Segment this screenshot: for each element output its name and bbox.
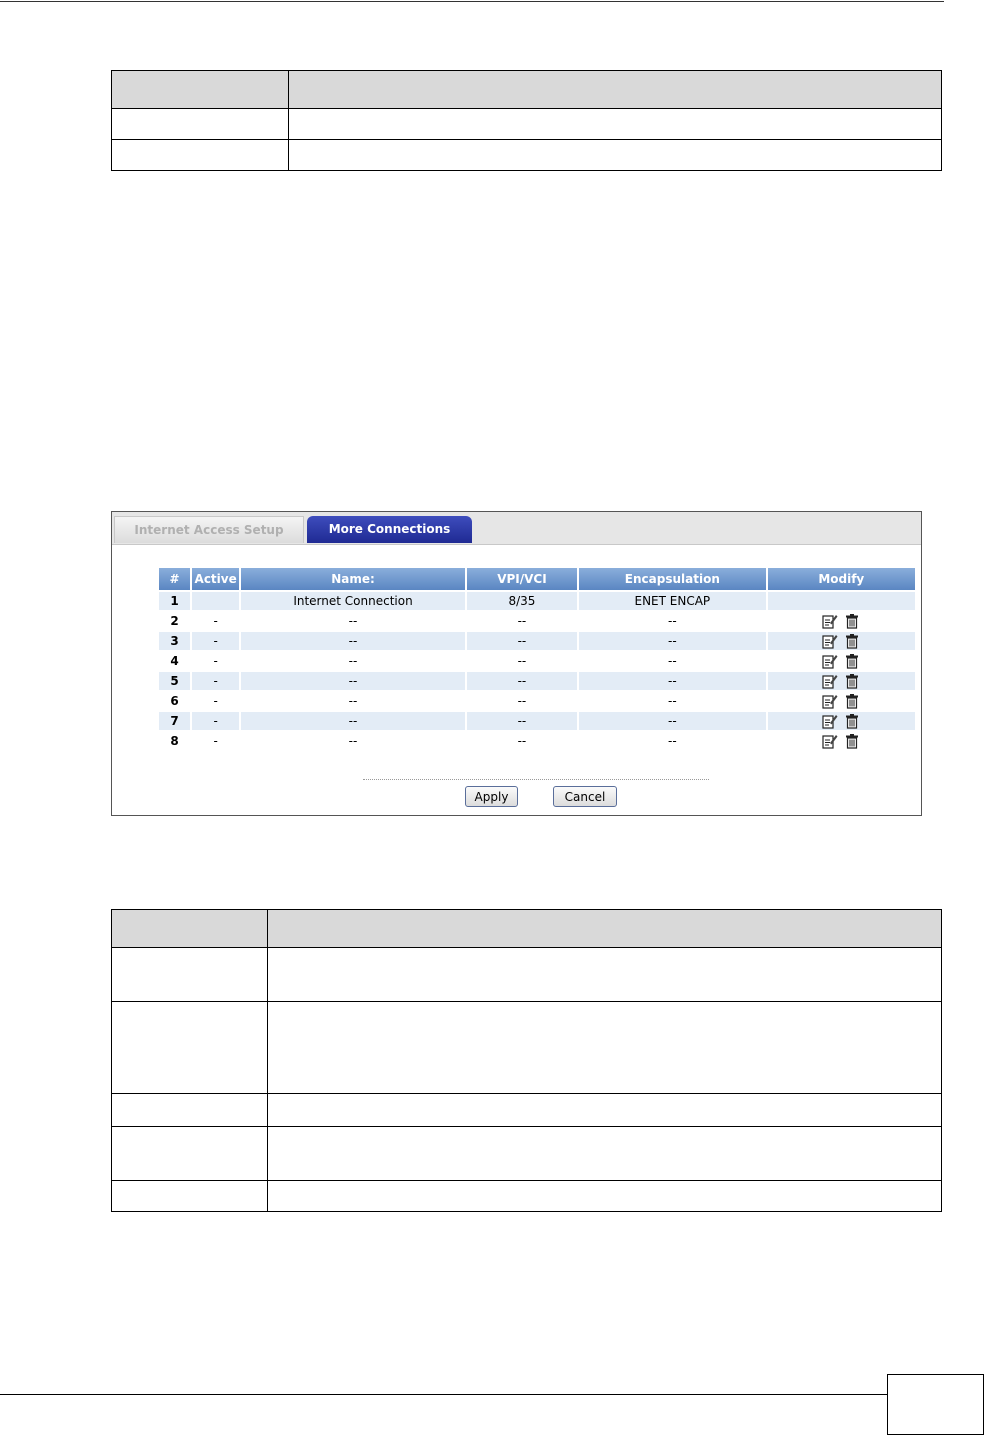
row-active: - <box>192 652 239 670</box>
dotted-separator <box>363 779 709 780</box>
header-rule <box>0 1 944 2</box>
table-cell <box>112 109 289 140</box>
row-name: -- <box>241 712 465 730</box>
table-header-cell <box>268 910 942 948</box>
column-header-name: Name: <box>241 568 465 590</box>
table-cell <box>268 1002 942 1094</box>
row-modify <box>768 732 915 750</box>
apply-button[interactable]: Apply <box>465 786 518 807</box>
row-vpi-vci: -- <box>467 612 577 630</box>
connection-row <box>159 672 915 690</box>
table-cell <box>268 1127 942 1181</box>
edit-icon[interactable] <box>822 713 838 729</box>
row-active: - <box>192 612 239 630</box>
row-modify <box>768 652 915 670</box>
row-modify <box>768 592 915 610</box>
connection-row <box>159 612 915 630</box>
row-modify <box>768 692 915 710</box>
row-active: - <box>192 732 239 750</box>
connection-row <box>159 712 915 730</box>
connection-row <box>159 652 915 670</box>
row-active: - <box>192 712 239 730</box>
row-active: - <box>192 692 239 710</box>
table-cell <box>112 1127 268 1181</box>
column-header-modify: Modify <box>768 568 915 590</box>
row-number: 3 <box>159 632 190 650</box>
table-cell <box>112 140 289 171</box>
trash-icon[interactable] <box>844 633 860 649</box>
tab-bar <box>112 512 921 545</box>
footer-rule <box>0 1394 888 1395</box>
column-header-number: # <box>159 568 190 590</box>
row-active: - <box>192 632 239 650</box>
connection-row <box>159 692 915 710</box>
row-vpi-vci: -- <box>467 712 577 730</box>
cancel-button[interactable]: Cancel <box>553 786 617 807</box>
trash-icon[interactable] <box>844 613 860 629</box>
row-modify <box>768 612 915 630</box>
table-cell <box>112 1002 268 1094</box>
connection-row <box>159 732 915 750</box>
row-vpi-vci: -- <box>467 732 577 750</box>
row-vpi-vci: -- <box>467 692 577 710</box>
connection-row <box>159 632 915 650</box>
connection-row <box>159 592 915 610</box>
trash-icon[interactable] <box>844 673 860 689</box>
table-cell <box>289 109 942 140</box>
table-header-cell <box>112 71 289 109</box>
edit-icon[interactable] <box>822 653 838 669</box>
field-description-table <box>111 909 942 1212</box>
row-name: Internet Connection <box>241 592 465 610</box>
trash-icon[interactable] <box>844 653 860 669</box>
table-cell <box>112 948 268 1002</box>
page-number-box <box>887 1374 984 1435</box>
edit-icon[interactable] <box>822 673 838 689</box>
row-number: 8 <box>159 732 190 750</box>
row-active: - <box>192 672 239 690</box>
row-name: -- <box>241 632 465 650</box>
row-vpi-vci: 8/35 <box>467 592 577 610</box>
row-encapsulation: -- <box>579 712 766 730</box>
column-header-encapsulation: Encapsulation <box>579 568 766 590</box>
row-number: 6 <box>159 692 190 710</box>
connections-table <box>157 566 917 752</box>
row-number: 7 <box>159 712 190 730</box>
column-header-vpi-vci: VPI/VCI <box>467 568 577 590</box>
trash-icon[interactable] <box>844 693 860 709</box>
table-header-cell <box>289 71 942 109</box>
row-encapsulation: -- <box>579 692 766 710</box>
table-header-cell <box>112 910 268 948</box>
row-encapsulation: ENET ENCAP <box>579 592 766 610</box>
row-number: 1 <box>159 592 190 610</box>
row-encapsulation: -- <box>579 632 766 650</box>
column-header-active: Active <box>192 568 239 590</box>
more-connections-screen <box>111 511 922 816</box>
trash-icon[interactable] <box>844 713 860 729</box>
row-encapsulation: -- <box>579 652 766 670</box>
table-cell <box>112 1181 268 1212</box>
row-modify <box>768 632 915 650</box>
row-name: -- <box>241 612 465 630</box>
table-cell <box>268 1094 942 1127</box>
row-name: -- <box>241 732 465 750</box>
edit-icon[interactable] <box>822 733 838 749</box>
edit-icon[interactable] <box>822 613 838 629</box>
row-vpi-vci: -- <box>467 632 577 650</box>
row-modify <box>768 712 915 730</box>
row-number: 5 <box>159 672 190 690</box>
tab-more-connections[interactable]: More Connections <box>307 516 472 543</box>
table-cell <box>268 948 942 1002</box>
table-cell <box>289 140 942 171</box>
top-reference-table <box>111 70 942 171</box>
row-number: 4 <box>159 652 190 670</box>
row-vpi-vci: -- <box>467 672 577 690</box>
row-encapsulation: -- <box>579 672 766 690</box>
table-cell <box>112 1094 268 1127</box>
tab-internet-access-setup[interactable]: Internet Access Setup <box>114 516 304 543</box>
trash-icon[interactable] <box>844 733 860 749</box>
row-name: -- <box>241 692 465 710</box>
row-encapsulation: -- <box>579 732 766 750</box>
row-active <box>192 592 239 610</box>
row-number: 2 <box>159 612 190 630</box>
row-name: -- <box>241 652 465 670</box>
table-cell <box>268 1181 942 1212</box>
row-modify <box>768 672 915 690</box>
edit-icon[interactable] <box>822 693 838 709</box>
row-encapsulation: -- <box>579 612 766 630</box>
row-vpi-vci: -- <box>467 652 577 670</box>
row-name: -- <box>241 672 465 690</box>
edit-icon[interactable] <box>822 633 838 649</box>
